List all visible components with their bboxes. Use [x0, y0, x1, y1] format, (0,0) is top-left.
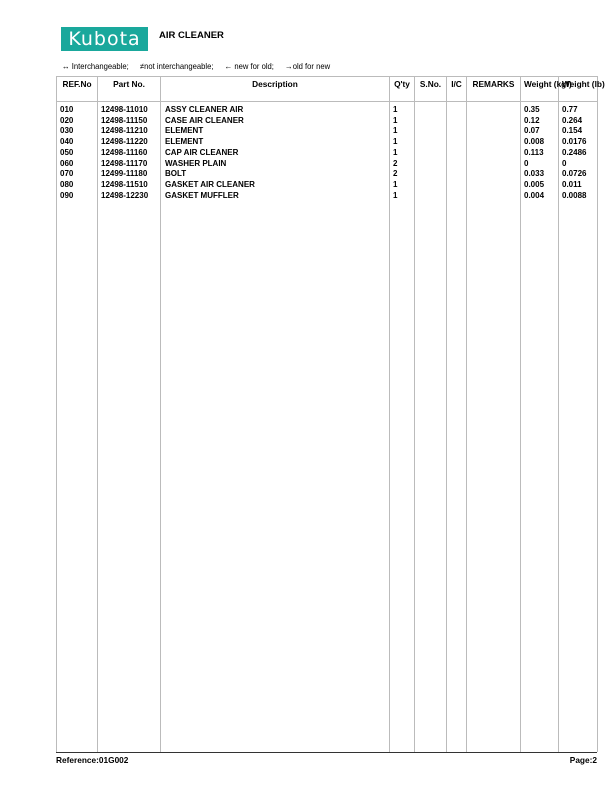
cell-empty [521, 201, 559, 752]
kubota-logo: Kubota [61, 27, 148, 51]
table-row [57, 126, 598, 137]
cell-empty [447, 201, 467, 752]
table-row [57, 191, 598, 202]
cell-lb: 0.2486 [559, 148, 598, 159]
cell-desc: ELEMENT [161, 137, 390, 148]
cell-empty [467, 191, 521, 202]
cell-part: 12498-12230 [98, 191, 161, 202]
cell-ref: 030 [57, 126, 98, 137]
cell-empty [415, 159, 447, 170]
cell-ref: 010 [57, 102, 98, 116]
column-header: Weight (lb) [559, 77, 598, 102]
cell-empty [415, 191, 447, 202]
cell-qty: 2 [390, 169, 415, 180]
cell-empty [447, 102, 467, 116]
column-header: REF.No [57, 77, 98, 102]
reference-label: Reference:01G002 [56, 755, 129, 765]
table-header [57, 77, 598, 102]
cell-kgf: 0.033 [521, 169, 559, 180]
cell-empty [467, 201, 521, 752]
legend-not-interchangeable: ≠not interchangeable; [139, 61, 214, 71]
cell-kgf: 0 [521, 159, 559, 170]
legend [62, 61, 339, 71]
legend-new-for-old: ← new for old; [224, 61, 274, 71]
cell-empty [447, 159, 467, 170]
column-header: S.No. [415, 77, 447, 102]
legend-interchangeable: ↔ Interchangeable; [62, 61, 129, 71]
cell-empty [415, 169, 447, 180]
cell-part: 12498-11210 [98, 126, 161, 137]
cell-empty [447, 180, 467, 191]
cell-empty [447, 169, 467, 180]
table-row [57, 137, 598, 148]
cell-qty: 1 [390, 137, 415, 148]
cell-empty [447, 191, 467, 202]
footer-divider [56, 752, 597, 753]
cell-empty [447, 137, 467, 148]
cell-kgf: 0.008 [521, 137, 559, 148]
cell-empty [467, 169, 521, 180]
cell-kgf: 0.12 [521, 116, 559, 127]
cell-empty [467, 102, 521, 116]
cell-empty [161, 201, 390, 752]
cell-empty [467, 116, 521, 127]
table-row [57, 116, 598, 127]
cell-desc: ASSY CLEANER AIR [161, 102, 390, 116]
cell-empty [447, 116, 467, 127]
cell-qty: 1 [390, 148, 415, 159]
cell-desc: GASKET MUFFLER [161, 191, 390, 202]
cell-empty [57, 201, 98, 752]
cell-part: 12498-11160 [98, 148, 161, 159]
cell-part: 12498-11170 [98, 159, 161, 170]
cell-desc: CASE AIR CLEANER [161, 116, 390, 127]
cell-part: 12498-11010 [98, 102, 161, 116]
cell-qty: 1 [390, 102, 415, 116]
cell-desc: BOLT [161, 169, 390, 180]
cell-ref: 040 [57, 137, 98, 148]
cell-lb: 0.011 [559, 180, 598, 191]
cell-lb: 0.264 [559, 116, 598, 127]
cell-qty: 2 [390, 159, 415, 170]
cell-empty [467, 159, 521, 170]
column-header: Weight (kgf) [521, 77, 559, 102]
cell-empty [98, 201, 161, 752]
cell-kgf: 0.07 [521, 126, 559, 137]
cell-lb: 0 [559, 159, 598, 170]
cell-desc: ELEMENT [161, 126, 390, 137]
cell-part: 12499-11180 [98, 169, 161, 180]
table-row [57, 148, 598, 159]
cell-empty [415, 180, 447, 191]
cell-desc: WASHER PLAIN [161, 159, 390, 170]
parts-table [56, 76, 605, 752]
cell-empty [467, 180, 521, 191]
cell-empty [415, 102, 447, 116]
cell-qty: 1 [390, 191, 415, 202]
cell-empty [447, 148, 467, 159]
table-row [57, 180, 598, 191]
cell-ref: 050 [57, 148, 98, 159]
cell-lb: 0.0088 [559, 191, 598, 202]
cell-desc: CAP AIR CLEANER [161, 148, 390, 159]
page-number: Page:2 [569, 755, 597, 765]
cell-empty [415, 116, 447, 127]
cell-qty: 1 [390, 116, 415, 127]
cell-empty [467, 137, 521, 148]
column-header: Part No. [98, 77, 161, 102]
cell-lb: 0.0726 [559, 169, 598, 180]
cell-qty: 1 [390, 126, 415, 137]
page-title: AIR CLEANER [159, 30, 224, 41]
cell-lb: 0.154 [559, 126, 598, 137]
cell-empty [559, 201, 598, 752]
cell-kgf: 0.005 [521, 180, 559, 191]
cell-part: 12498-11150 [98, 116, 161, 127]
cell-empty [415, 201, 447, 752]
cell-ref: 080 [57, 180, 98, 191]
cell-ref: 070 [57, 169, 98, 180]
cell-kgf: 0.35 [521, 102, 559, 116]
column-header: Q'ty [390, 77, 415, 102]
cell-lb: 0.0176 [559, 137, 598, 148]
cell-qty: 1 [390, 180, 415, 191]
table-row [57, 102, 598, 116]
cell-empty [467, 126, 521, 137]
cell-empty [390, 201, 415, 752]
cell-empty [415, 126, 447, 137]
table-row [57, 159, 598, 170]
cell-ref: 020 [57, 116, 98, 127]
cell-empty [415, 137, 447, 148]
column-header: Description [161, 77, 390, 102]
cell-ref: 060 [57, 159, 98, 170]
column-header: REMARKS [467, 77, 521, 102]
table-filler [57, 201, 598, 752]
cell-kgf: 0.004 [521, 191, 559, 202]
table-row [57, 169, 598, 180]
cell-desc: GASKET AIR CLEANER [161, 180, 390, 191]
cell-lb: 0.77 [559, 102, 598, 116]
cell-empty [467, 148, 521, 159]
legend-old-for-new: →old for new [285, 61, 331, 71]
cell-ref: 090 [57, 191, 98, 202]
cell-part: 12498-11220 [98, 137, 161, 148]
cell-empty [415, 148, 447, 159]
cell-kgf: 0.113 [521, 148, 559, 159]
column-header: I/C [447, 77, 467, 102]
cell-part: 12498-11510 [98, 180, 161, 191]
cell-empty [447, 126, 467, 137]
